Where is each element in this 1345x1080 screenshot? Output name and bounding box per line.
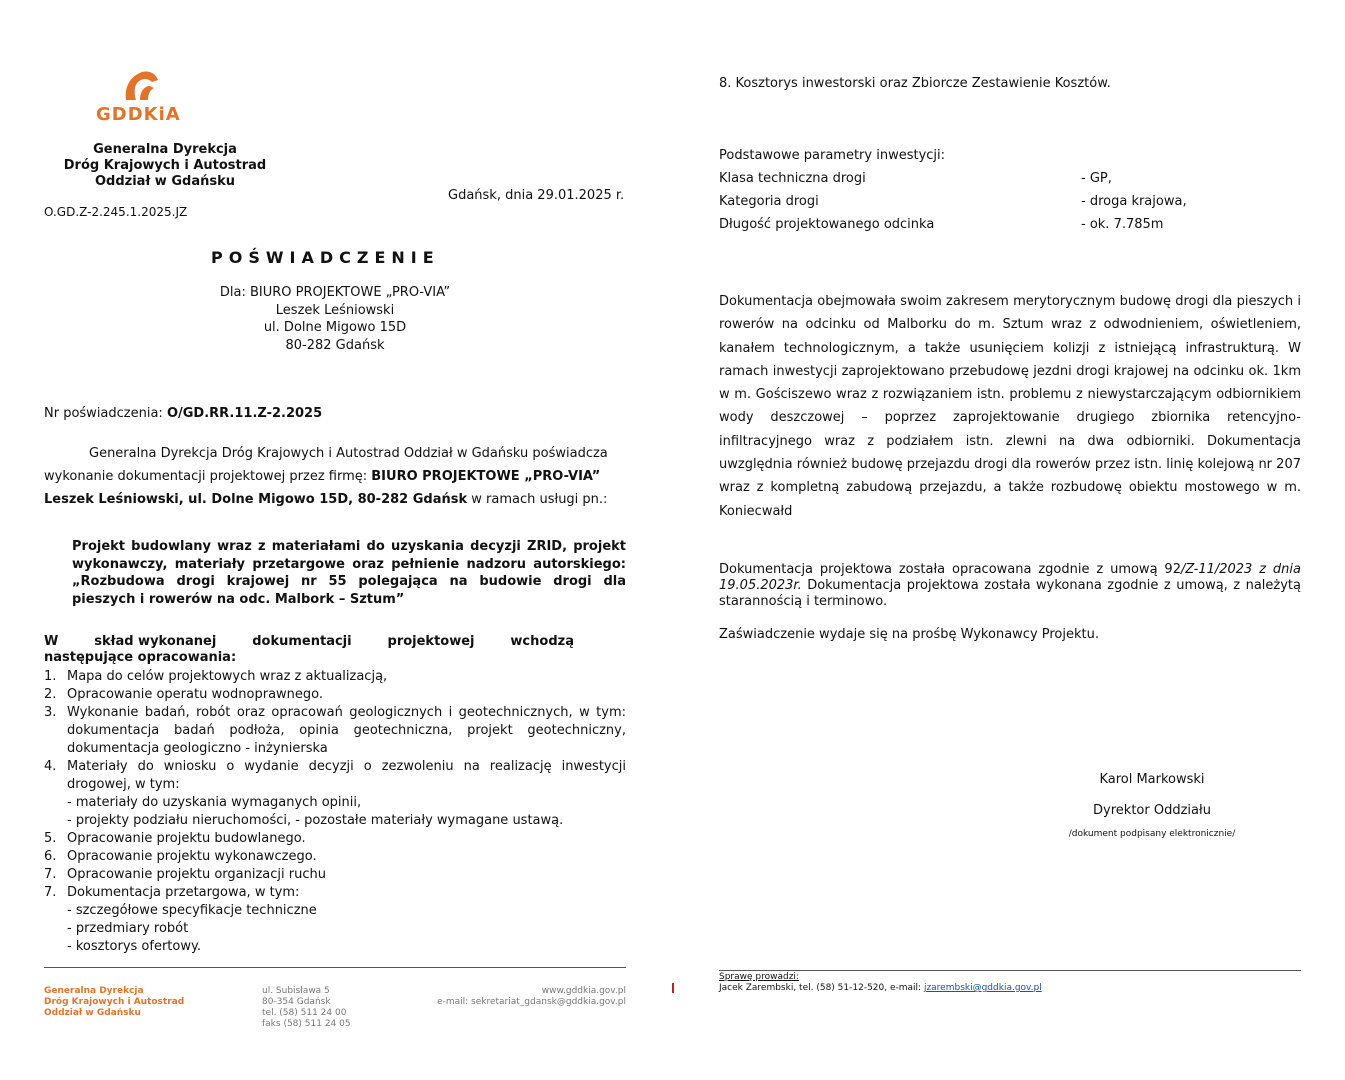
item-number: 7. <box>44 867 57 882</box>
scope-word: projektowej <box>387 634 475 649</box>
footer-divider <box>719 970 1301 971</box>
intro-paragraph <box>44 442 626 511</box>
scope-list <box>44 668 626 956</box>
item-number: 1. <box>44 669 57 684</box>
email-link[interactable]: jzarembski@gddkia.gov.pl <box>923 983 1042 993</box>
item-text: Opracowanie projektu organizacji ruchu <box>67 867 326 882</box>
footer-web <box>430 986 626 1008</box>
org-line: Generalna Dyrekcja <box>93 142 237 157</box>
number-label: Nr poświadczenia: <box>44 406 167 421</box>
item-text: Mapa do celów projektowych wraz z aktualizacją, <box>67 669 388 684</box>
footer-address-line: faks (58) 511 24 05 <box>262 1019 351 1029</box>
footer-org-line: Generalna Dyrekcja <box>44 986 144 996</box>
parameter-key: Klasa techniczna drogi <box>719 171 866 186</box>
sub-item: - kosztorys ofertowy. <box>67 939 201 954</box>
intro-text: w ramach usługi pn.: <box>467 492 608 507</box>
sub-item: - materiały do uzyskania wymaganych opinii, <box>67 795 362 810</box>
item-text: Materiały do wniosku o wydanie decyzji o zezwoleniu na realizację inwestycji drogowej, w tym: <box>67 759 626 792</box>
scope-description: Dokumentacja obejmowała swoim zakresem merytorycznym budowę drogi dla pieszych i rowerów na odcinku od Malborku do m. Sztum wraz z odwodnieniem, oświetleniem, kanałem technologicznym, a także usunięciem kolizji z istniejącą infrastrukturą. W ramach inwestycji zaprojektowano przebudowę jezdni drogi krajowej na odcinku ok. 1km w m. Gościszewo wraz z rozwiązaniem istn. problemu z niewystarczającym odbiornikiem wody deszczowej – poprzez zaprojektowanie drugiego zbiornika retencyjno-infiltracyjnego wraz z podziałem istn. zlewni na dwa odbiorniki. Dokumentacja uwzględnia również budowę przejazdu drogi dla rowerów przez istn. linię kolejową nr 207 wraz z kompletną zabudową przejazdu, a także rozbudowę obiektu mostowego w m. Koniecwałd <box>719 294 1301 519</box>
parameter-value: - droga krajowa, <box>1081 194 1187 209</box>
parameters-block <box>719 144 1219 236</box>
parameter-row <box>719 190 1219 213</box>
parameters-title: Podstawowe parametry inwestycji: <box>719 148 946 163</box>
sub-item: - przedmiary robót <box>67 921 189 936</box>
handler-label: Sprawę prowadzi: <box>719 972 799 982</box>
contract-paragraph <box>719 562 1301 610</box>
contact-text: Jacek Zarembski, tel. (58) 51-12-520, e-mail: <box>719 983 924 993</box>
sub-item: - szczegółowe specyfikacje techniczne <box>67 903 317 918</box>
document-title: POŚWIADCZENIE <box>211 248 440 267</box>
item-text: Opracowanie projektu budowlanego. <box>67 831 306 846</box>
certificate-note: Zaświadczenie wydaje się na prośbę Wykonawcy Projektu. <box>719 627 1099 642</box>
electronic-signature-note: /dokument podpisany elektronicznie/ <box>1068 829 1236 839</box>
footer-website-link[interactable]: www.gddkia.gov.pl <box>541 986 626 996</box>
item-number: 3. <box>44 705 57 720</box>
project-name: Projekt budowlany wraz z materiałami do uzyskania decyzji ZRID, projekt wykonawczy, materiały przetargowe oraz pełnienie nadzoru autorskiego: „Rozbudowa drogi krajowej nr 55 polegająca na budowie drogi dla pieszych i rowerów na odc. Malbork – Sztum” <box>72 539 626 607</box>
recipient-line: ul. Dolne Migowo 15D <box>263 320 407 335</box>
certificate-number <box>44 406 322 421</box>
intro-text: wykonanie dokumentacji projektowej przez firmę: <box>44 469 372 484</box>
parameter-value: - ok. 7.785m <box>1081 217 1164 232</box>
signer-name: Karol Markowski <box>1099 772 1205 787</box>
item-number: 4. <box>44 759 57 774</box>
parameter-value: - GP, <box>1081 171 1112 186</box>
footer-address <box>262 986 351 1030</box>
contract-text: Dokumentacja projektowa została wykonana zgodnie z umową, z należytą starannością i terminowo. <box>719 578 1301 609</box>
item-text: Dokumentacja przetargowa, w tym: <box>67 885 300 900</box>
org-line: Oddział w Gdańsku <box>95 174 235 189</box>
scope-word: dokumentacji <box>252 634 352 649</box>
contract-number: /Z-11/2023 z dnia 19.05.2023r. <box>719 562 1301 593</box>
parameter-key: Długość projektowanego odcinka <box>719 217 935 232</box>
scope-word: W <box>44 634 59 649</box>
recipient-line: 80-282 Gdańsk <box>285 337 385 353</box>
list-item <box>44 848 626 866</box>
list-item <box>44 758 626 794</box>
handler-contact <box>719 983 1042 993</box>
parameter-row <box>719 213 1219 236</box>
footer-address-line: tel. (58) 511 24 00 <box>262 1008 347 1018</box>
number-value: O/GD.RR.11.Z-2.2025 <box>166 406 323 421</box>
signer-role: Dyrektor Oddziału <box>1093 803 1211 818</box>
footer-org <box>44 986 184 1019</box>
list-item <box>44 830 626 848</box>
logo-text: GDDKiA <box>96 104 181 125</box>
scope-word: wchodzą <box>510 634 574 649</box>
contract-text: Dokumentacja projektowa została opracowana zgodnie z umową 92 <box>719 562 1181 577</box>
footer-org-line: Oddział w Gdańsku <box>44 1008 141 1018</box>
list-item-8: 8. Kosztorys inwestorski oraz Zbiorcze Zestawienie Kosztów. <box>719 76 1111 91</box>
document-signature: O.GD.Z-2.245.1.2025.JZ <box>44 205 188 219</box>
document-date: Gdańsk, dnia 29.01.2025 r. <box>448 188 625 203</box>
header-org <box>40 142 290 190</box>
item-number: 6. <box>44 849 57 864</box>
item-text: Opracowanie operatu wodnoprawnego. <box>67 687 324 702</box>
scope-word: następujące opracowania: <box>44 650 237 665</box>
intro-text: Generalna Dyrekcja Dróg Krajowych i Autostrad Oddział w Gdańsku poświadcza <box>89 446 608 461</box>
page-marker <box>672 983 674 993</box>
item-number: 7. <box>44 885 57 900</box>
list-item <box>44 704 626 758</box>
firm-name: BIURO PROJEKTOWE „PRO-VIA” <box>371 469 601 484</box>
list-item <box>44 884 626 902</box>
item-number: 5. <box>44 831 57 846</box>
sub-item: - projekty podziału nieruchomości, - pozostałe materiały wymagane ustawą. <box>67 813 564 828</box>
org-line: Dróg Krajowych i Autostrad <box>63 158 267 173</box>
item-text: Opracowanie projektu wykonawczego. <box>67 849 317 864</box>
recipient-line: Dla: BIURO PROJEKTOWE „PRO-VIA” <box>219 285 451 300</box>
footer-email: e-mail: sekretariat_gdansk@gddkia.gov.pl <box>437 997 626 1007</box>
scope-word: skład wykonanej <box>94 634 217 649</box>
list-item <box>44 686 626 704</box>
parameter-key: Kategoria drogi <box>719 194 819 209</box>
parameter-row <box>719 167 1219 190</box>
footer-address-line: 80-354 Gdańsk <box>262 997 331 1007</box>
scope-heading <box>44 634 574 666</box>
recipient-line: Leszek Leśniowski <box>275 302 395 318</box>
footer-divider <box>44 967 626 968</box>
item-number: 2. <box>44 687 57 702</box>
firm-address: Leszek Leśniowski, ul. Dolne Migowo 15D, 80-282 Gdańsk <box>44 492 468 507</box>
list-item <box>44 668 626 686</box>
list-item <box>44 866 626 884</box>
footer-address-line: ul. Subisława 5 <box>262 986 330 996</box>
footer-org-line: Dróg Krajowych i Autostrad <box>44 997 185 1007</box>
recipient-block <box>190 284 480 354</box>
item-text: Wykonanie badań, robót oraz opracowań geologicznych i geotechnicznych, w tym: dokumentacja badań podłoża, opinia geotechniczna, projekt geotechniczny, dokumentacja geologiczno - inżynierska <box>67 705 626 756</box>
